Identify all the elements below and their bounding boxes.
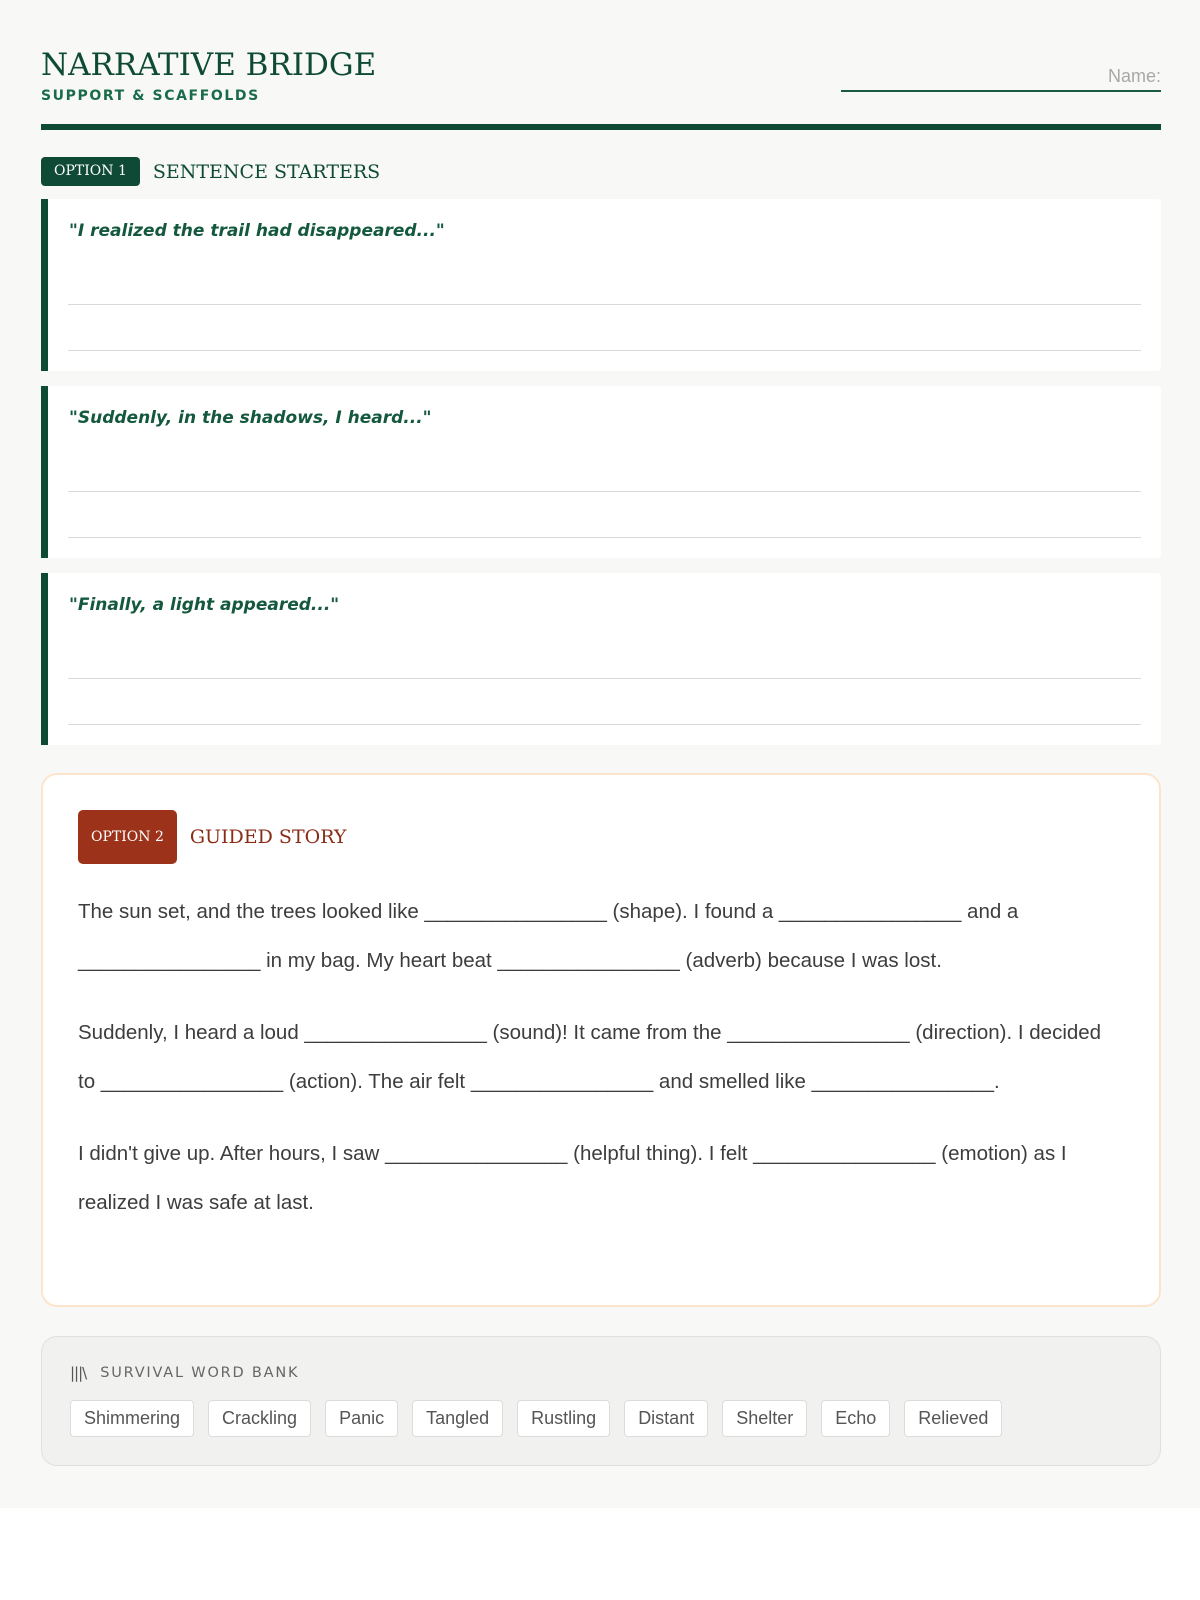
word-chip: Rustling bbox=[517, 1400, 610, 1437]
story-paragraph[interactable]: Suddenly, I heard a loud ________________ (sound)! It came from the ________________ (direction). I decided to ________________ (action). The air felt ________________ and smelled like ________________. bbox=[78, 1021, 1102, 1093]
guided-story-card bbox=[41, 773, 1161, 1307]
word-chip: Crackling bbox=[208, 1400, 311, 1437]
word-chip: Shelter bbox=[722, 1400, 807, 1437]
name-field[interactable] bbox=[841, 60, 1161, 92]
page-subtitle: SUPPORT & SCAFFOLDS bbox=[41, 88, 260, 104]
word-chip: Distant bbox=[624, 1400, 708, 1437]
word-bank-title: SURVIVAL WORD BANK bbox=[100, 1365, 300, 1381]
writing-line[interactable] bbox=[68, 724, 1141, 725]
starter-prompt: "Finally, a light appeared..." bbox=[69, 595, 340, 615]
header-divider bbox=[41, 124, 1161, 130]
writing-line[interactable] bbox=[68, 304, 1141, 305]
starter-prompt: "Suddenly, in the shadows, I heard..." bbox=[69, 408, 432, 428]
story-paragraph[interactable]: The sun set, and the trees looked like ________________ (shape). I found a ________________ and a ________________ in my bag. My heart beat ________________ (adverb) because I was lost. bbox=[78, 900, 1019, 972]
word-chip: Shimmering bbox=[70, 1400, 194, 1437]
word-chip: Tangled bbox=[412, 1400, 503, 1437]
name-label: Name: bbox=[1107, 66, 1161, 86]
option1-title: SENTENCE STARTERS bbox=[152, 160, 381, 183]
books-icon: |||\ bbox=[70, 1364, 87, 1382]
guided-story-text bbox=[78, 888, 1118, 1251]
page-title: NARRATIVE BRIDGE bbox=[41, 47, 377, 83]
starter-card bbox=[41, 199, 1161, 371]
writing-line[interactable] bbox=[68, 491, 1141, 492]
option2-title: GUIDED STORY bbox=[189, 826, 347, 848]
word-chip: Panic bbox=[325, 1400, 398, 1437]
starter-card bbox=[41, 573, 1161, 745]
writing-line[interactable] bbox=[68, 350, 1141, 351]
starter-prompt: "I realized the trail had disappeared..." bbox=[69, 221, 445, 241]
option1-header bbox=[41, 157, 380, 186]
word-bank-header bbox=[70, 1364, 299, 1382]
word-chip: Echo bbox=[821, 1400, 890, 1437]
header bbox=[41, 45, 1161, 130]
starter-card bbox=[41, 386, 1161, 558]
option2-header bbox=[78, 810, 346, 864]
word-chips bbox=[70, 1400, 1016, 1437]
word-bank bbox=[41, 1336, 1161, 1466]
writing-line[interactable] bbox=[68, 678, 1141, 679]
option1-badge: OPTION 1 bbox=[41, 157, 140, 186]
word-chip: Relieved bbox=[904, 1400, 1002, 1437]
story-paragraph[interactable]: I didn't give up. After hours, I saw ________________ (helpful thing). I felt ________________ (emotion) as I realized I was safe at last. bbox=[78, 1142, 1067, 1214]
writing-line[interactable] bbox=[68, 537, 1141, 538]
option2-badge: OPTION 2 bbox=[78, 810, 177, 864]
